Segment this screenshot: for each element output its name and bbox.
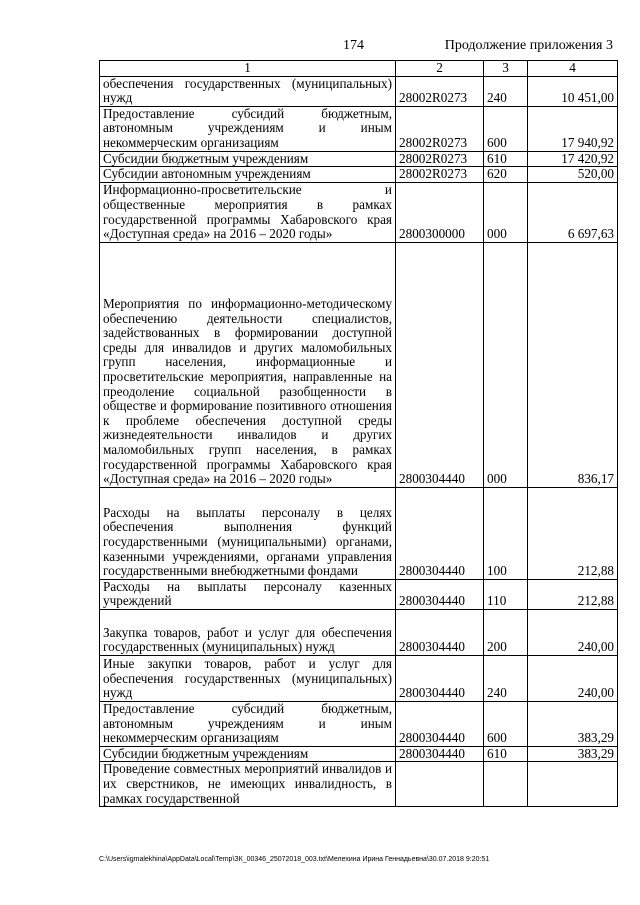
table-row — [100, 182, 618, 242]
row-name-cell: Закупка товаров, работ и услуг для обеспечения государственных (муниципальных) нужд — [100, 609, 396, 655]
row-amount-cell: 6 697,63 — [528, 182, 618, 242]
row-name-cell: Мероприятия по информационно-методическому обеспечению деятельности специалистов, задействованных в формировании доступной среды для инвалидов и других маломобильных групп населения, информационные и просветительские мероприятия, направленные на преодоление социальной разобщенности в обществе и формирование позитивного отношения к проблеме обеспечения доступной среды жизнедеятельности инвалидов и других маломобильных групп населения, в рамках государственной программы Хабаровского края «Доступная среда» на 2016 – 2020 годы» — [100, 242, 396, 487]
table-row — [100, 106, 618, 151]
table-row — [100, 609, 618, 655]
footer-path: C:\Users\igmalekhina\AppData\Local\Temp\ЗК_00346_25072018_003.txt\Мелехина Ирина Геннадьевна\30.07.2018 9:20:51 — [99, 856, 490, 863]
row-kind-cell: 600 — [484, 106, 528, 151]
table-row — [100, 655, 618, 701]
row-code-cell: 2800304440 — [396, 655, 484, 701]
column-header-1: 1 — [100, 61, 396, 77]
row-amount-cell: 17 940,92 — [528, 106, 618, 151]
row-kind-cell: 600 — [484, 701, 528, 746]
row-amount-cell: 240,00 — [528, 609, 618, 655]
page-number: 174 — [343, 38, 364, 53]
row-amount-cell: 10 451,00 — [528, 76, 618, 106]
continuation-label: Продолжение приложения 3 — [444, 38, 613, 53]
row-kind-cell: 240 — [484, 655, 528, 701]
row-amount-cell: 383,29 — [528, 746, 618, 762]
row-kind-cell: 240 — [484, 76, 528, 106]
row-kind-cell: 000 — [484, 182, 528, 242]
row-amount-cell: 240,00 — [528, 655, 618, 701]
row-name-cell: Информационно-просветительские и общественные мероприятия в рамках государственной программы Хабаровского края «Доступная среда» на 2016 – 2020 годы» — [100, 182, 396, 242]
row-kind-cell: 100 — [484, 487, 528, 579]
table-header-row — [100, 61, 618, 77]
row-amount-cell: 212,88 — [528, 579, 618, 609]
row-name-cell: Предоставление субсидий бюджетным, автономным учреждениям и иным некоммерческим организациям — [100, 701, 396, 746]
row-name-cell: Субсидии автономным учреждениям — [100, 167, 396, 183]
row-name-cell: обеспечения государственных (муниципальных) нужд — [100, 76, 396, 106]
row-name-cell: Иные закупки товаров, работ и услуг для обеспечения государственных (муниципальных) нужд — [100, 655, 396, 701]
table-row — [100, 746, 618, 762]
row-kind-cell: 110 — [484, 579, 528, 609]
row-amount-cell — [528, 762, 618, 807]
table-row — [100, 242, 618, 487]
row-code-cell: 28002R0273 — [396, 151, 484, 167]
row-amount-cell: 212,88 — [528, 487, 618, 579]
row-name-cell: Предоставление субсидий бюджетным, автономным учреждениям и иным некоммерческим организациям — [100, 106, 396, 151]
row-code-cell: 2800304440 — [396, 609, 484, 655]
row-code-cell: 2800304440 — [396, 242, 484, 487]
row-kind-cell: 610 — [484, 746, 528, 762]
row-name-cell: Субсидии бюджетным учреждениям — [100, 151, 396, 167]
table-row — [100, 701, 618, 746]
row-code-cell: 2800304440 — [396, 579, 484, 609]
row-kind-cell: 200 — [484, 609, 528, 655]
column-header-2: 2 — [396, 61, 484, 77]
row-kind-cell: 000 — [484, 242, 528, 487]
table-row — [100, 76, 618, 106]
row-amount-cell: 520,00 — [528, 167, 618, 183]
row-code-cell: 2800304440 — [396, 701, 484, 746]
row-name-cell: Субсидии бюджетным учреждениям — [100, 746, 396, 762]
row-code-cell — [396, 762, 484, 807]
row-kind-cell — [484, 762, 528, 807]
row-amount-cell: 836,17 — [528, 242, 618, 487]
row-kind-cell: 620 — [484, 167, 528, 183]
column-header-4: 4 — [528, 61, 618, 77]
row-code-cell: 28002R0273 — [396, 76, 484, 106]
row-name-cell: Расходы на выплаты персоналу в целях обеспечения выполнения функций государственными (муниципальными) органами, казенными учреждениями, органами управления государственными внебюджетными фондами — [100, 487, 396, 579]
table-row — [100, 151, 618, 167]
budget-table — [99, 60, 618, 807]
row-code-cell: 28002R0273 — [396, 167, 484, 183]
row-name-cell: Проведение совместных мероприятий инвалидов и их сверстников, не имеющих инвалидность, в рамках государственной — [100, 762, 396, 807]
row-code-cell: 2800304440 — [396, 487, 484, 579]
table-row — [100, 579, 618, 609]
row-code-cell: 2800304440 — [396, 746, 484, 762]
table-row — [100, 762, 618, 807]
row-amount-cell: 17 420,92 — [528, 151, 618, 167]
row-kind-cell: 610 — [484, 151, 528, 167]
table-row — [100, 487, 618, 579]
column-header-3: 3 — [484, 61, 528, 77]
row-amount-cell: 383,29 — [528, 701, 618, 746]
row-code-cell: 2800300000 — [396, 182, 484, 242]
row-code-cell: 28002R0273 — [396, 106, 484, 151]
row-name-cell: Расходы на выплаты персоналу казенных учреждений — [100, 579, 396, 609]
table-row — [100, 167, 618, 183]
